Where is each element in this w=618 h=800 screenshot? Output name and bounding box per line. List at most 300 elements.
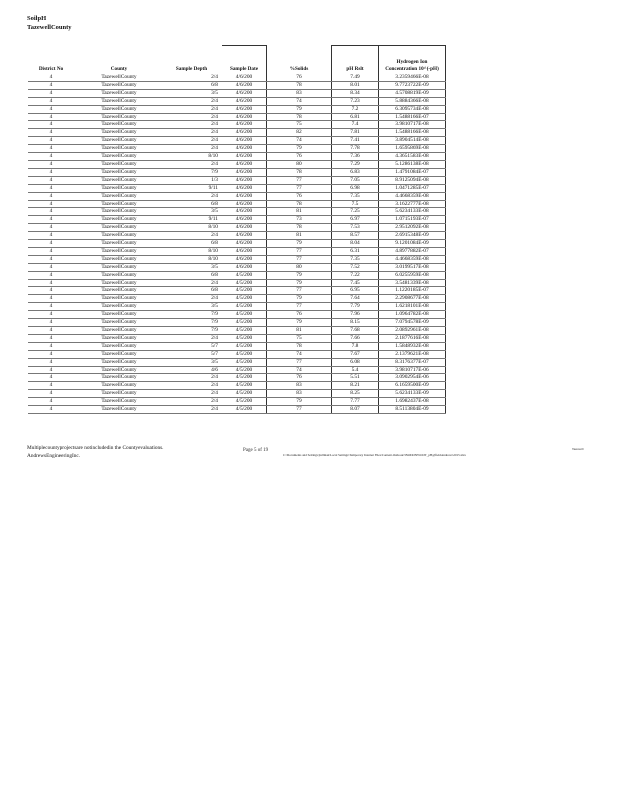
table-row: [28, 216, 446, 224]
cell-ph: 5.4: [332, 366, 379, 374]
cell-district: 4: [28, 398, 74, 406]
cell-ph: 7.49: [332, 74, 379, 81]
cell-county: TazewellCounty: [74, 200, 164, 208]
cell-date: 4/5/200: [222, 311, 267, 319]
table-row: [28, 113, 446, 121]
cell-depth: 4/6: [164, 366, 222, 374]
cell-date: 4/5/200: [222, 327, 267, 335]
table-row: [28, 81, 446, 89]
cell-concentration: 5.8884366E-08: [379, 97, 446, 105]
cell-district: 4: [28, 247, 74, 255]
cell-concentration: 1.1220185E-07: [379, 287, 446, 295]
table-row: [28, 263, 446, 271]
cell-county: TazewellCounty: [74, 192, 164, 200]
table-row: [28, 153, 446, 161]
table-row: [28, 311, 446, 319]
cell-county: TazewellCounty: [74, 279, 164, 287]
header-row: [28, 46, 446, 75]
table-row: [28, 279, 446, 287]
cell-depth: 6/8: [164, 200, 222, 208]
table-row: [28, 319, 446, 327]
cell-date: 4/5/200: [222, 374, 267, 382]
cell-district: 4: [28, 279, 74, 287]
cell-concentration: 1.5488166E-08: [379, 129, 446, 137]
table-row: [28, 374, 446, 382]
cell-concentration: 1.5488166E-07: [379, 113, 446, 121]
cell-concentration: 4.4668359E-08: [379, 192, 446, 200]
cell-district: 4: [28, 216, 74, 224]
cell-district: 4: [28, 153, 74, 161]
cell-concentration: 1.0964782E-08: [379, 311, 446, 319]
cell-ph: 5.51: [332, 374, 379, 382]
cell-date: 4/5/200: [222, 287, 267, 295]
cell-district: 4: [28, 232, 74, 240]
table-row: [28, 398, 446, 406]
table-row: [28, 334, 446, 342]
cell-concentration: 3.9810717E-08: [379, 121, 446, 129]
cell-depth: 2/4: [164, 406, 222, 414]
cell-solids: 76: [267, 153, 332, 161]
cell-county: TazewellCounty: [74, 232, 164, 240]
report-title: SoilpH: [27, 15, 47, 22]
cell-date: 4/5/200: [222, 319, 267, 327]
cell-concentration: 1.6218101E-08: [379, 303, 446, 311]
cell-depth: 2/4: [164, 279, 222, 287]
cell-concentration: 6.0255959E-08: [379, 271, 446, 279]
cell-county: TazewellCounty: [74, 255, 164, 263]
cell-county: TazewellCounty: [74, 240, 164, 248]
table-row: [28, 406, 446, 414]
cell-ph: 7.35: [332, 192, 379, 200]
cell-solids: 81: [267, 232, 332, 240]
cell-ph: 7.41: [332, 137, 379, 145]
cell-ph: 8.04: [332, 240, 379, 248]
cell-county: TazewellCounty: [74, 168, 164, 176]
cell-depth: 2/4: [164, 113, 222, 121]
cell-depth: 8/10: [164, 224, 222, 232]
cell-concentration: 3.1622777E-08: [379, 200, 446, 208]
cell-ph: 6.98: [332, 184, 379, 192]
footer-path: C:\Documents and Settings\jtallman\Local Settings\Temporary Internet Files\Content.Outlook\3NODONWOOT_pH@fieldAndrews\2015.xlsx: [283, 453, 466, 457]
cell-date: 4/6/200: [222, 168, 267, 176]
cell-depth: 2/4: [164, 160, 222, 168]
cell-ph: 7.4: [332, 121, 379, 129]
col-solids: %Solids: [289, 66, 309, 73]
cell-concentration: 3.5481339E-08: [379, 279, 446, 287]
cell-depth: 5/7: [164, 342, 222, 350]
cell-county: TazewellCounty: [74, 303, 164, 311]
cell-district: 4: [28, 374, 74, 382]
cell-depth: 2/4: [164, 97, 222, 105]
table-row: [28, 200, 446, 208]
cell-depth: 3/5: [164, 263, 222, 271]
cell-county: TazewellCounty: [74, 137, 164, 145]
table-row: [28, 137, 446, 145]
table-row: [28, 303, 446, 311]
table-row: [28, 184, 446, 192]
cell-ph: 6.97: [332, 216, 379, 224]
cell-date: 4/5/200: [222, 279, 267, 287]
cell-depth: 3/5: [164, 89, 222, 97]
cell-ph: 7.05: [332, 176, 379, 184]
cell-county: TazewellCounty: [74, 145, 164, 153]
cell-concentration: 5.6234133E-08: [379, 208, 446, 216]
cell-concentration: 9.7723722E-09: [379, 81, 446, 89]
cell-date: 4/6/200: [222, 200, 267, 208]
cell-depth: 2/4: [164, 374, 222, 382]
cell-solids: 77: [267, 247, 332, 255]
cell-district: 4: [28, 358, 74, 366]
cell-solids: 77: [267, 358, 332, 366]
cell-ph: 7.8: [332, 342, 379, 350]
cell-date: 4/6/200: [222, 121, 267, 129]
cell-county: TazewellCounty: [74, 129, 164, 137]
table-row: [28, 105, 446, 113]
cell-ph: 7.5: [332, 200, 379, 208]
cell-ph: 7.67: [332, 350, 379, 358]
cell-concentration: 4.3651583E-08: [379, 153, 446, 161]
cell-district: 4: [28, 327, 74, 335]
cell-depth: 7/9: [164, 319, 222, 327]
cell-ph: 7.35: [332, 255, 379, 263]
cell-district: 4: [28, 160, 74, 168]
cell-depth: 7/9: [164, 168, 222, 176]
cell-date: 4/6/200: [222, 97, 267, 105]
cell-ph: 8.15: [332, 319, 379, 327]
cell-county: TazewellCounty: [74, 271, 164, 279]
cell-county: TazewellCounty: [74, 153, 164, 161]
cell-concentration: 4.8977882E-07: [379, 247, 446, 255]
table-row: [28, 168, 446, 176]
table-row: [28, 224, 446, 232]
cell-county: TazewellCounty: [74, 390, 164, 398]
cell-depth: 8/10: [164, 153, 222, 161]
cell-date: 4/6/200: [222, 89, 267, 97]
cell-ph: 7.45: [332, 279, 379, 287]
cell-concentration: 8.9125094E-08: [379, 176, 446, 184]
cell-district: 4: [28, 334, 74, 342]
cell-district: 4: [28, 129, 74, 137]
table-row: [28, 74, 446, 81]
cell-district: 4: [28, 319, 74, 327]
cell-concentration: 9.1201084E-09: [379, 240, 446, 248]
cell-solids: 76: [267, 374, 332, 382]
table-row: [28, 390, 446, 398]
cell-solids: 77: [267, 184, 332, 192]
cell-ph: 6.83: [332, 168, 379, 176]
cell-district: 4: [28, 224, 74, 232]
cell-county: TazewellCounty: [74, 398, 164, 406]
cell-county: TazewellCounty: [74, 160, 164, 168]
cell-ph: 7.81: [332, 129, 379, 137]
cell-solids: 79: [267, 145, 332, 153]
cell-ph: 8.21: [332, 382, 379, 390]
table-row: [28, 255, 446, 263]
soil-ph-table: [28, 45, 446, 414]
cell-depth: 8/10: [164, 247, 222, 255]
col-ph: pH Rslt: [332, 46, 379, 75]
cell-depth: 2/4: [164, 145, 222, 153]
table-row: [28, 160, 446, 168]
cell-district: 4: [28, 390, 74, 398]
cell-depth: 2/4: [164, 390, 222, 398]
cell-concentration: 2.1379621E-08: [379, 350, 446, 358]
cell-district: 4: [28, 303, 74, 311]
cell-district: 4: [28, 350, 74, 358]
cell-solids: 80: [267, 160, 332, 168]
cell-county: TazewellCounty: [74, 342, 164, 350]
cell-ph: 6.31: [332, 247, 379, 255]
cell-date: 4/6/200: [222, 247, 267, 255]
cell-depth: 2/4: [164, 334, 222, 342]
cell-depth: 6/8: [164, 81, 222, 89]
cell-county: TazewellCounty: [74, 358, 164, 366]
cell-solids: 78: [267, 113, 332, 121]
cell-depth: 7/9: [164, 327, 222, 335]
cell-date: 4/5/200: [222, 271, 267, 279]
cell-ph: 7.22: [332, 271, 379, 279]
cell-depth: 2/4: [164, 382, 222, 390]
cell-depth: 6/8: [164, 271, 222, 279]
cell-depth: 2/4: [164, 121, 222, 129]
cell-concentration: 7.0794578E-09: [379, 319, 446, 327]
cell-date: 4/6/200: [222, 224, 267, 232]
cell-concentration: 5.1286138E-08: [379, 160, 446, 168]
footnote-company: AndrewsEngineeringInc.: [27, 453, 81, 459]
cell-ph: 7.25: [332, 208, 379, 216]
footer-county: Tazewell: [572, 447, 584, 451]
cell-solids: 78: [267, 342, 332, 350]
cell-concentration: 1.5848932E-08: [379, 342, 446, 350]
cell-district: 4: [28, 200, 74, 208]
cell-solids: 74: [267, 137, 332, 145]
cell-county: TazewellCounty: [74, 208, 164, 216]
col-concentration: Hydrogen Ion Concentration 10^(-pH): [379, 46, 446, 75]
cell-solids: 76: [267, 74, 332, 81]
cell-solids: 83: [267, 89, 332, 97]
cell-district: 4: [28, 105, 74, 113]
cell-solids: 79: [267, 295, 332, 303]
cell-solids: 74: [267, 97, 332, 105]
cell-district: 4: [28, 81, 74, 89]
table-row: [28, 287, 446, 295]
cell-depth: 2/4: [164, 74, 222, 81]
cell-ph: 7.66: [332, 334, 379, 342]
table-row: [28, 145, 446, 153]
cell-county: TazewellCounty: [74, 97, 164, 105]
cell-solids: 78: [267, 200, 332, 208]
cell-solids: 79: [267, 279, 332, 287]
table-body: [28, 74, 446, 413]
cell-county: TazewellCounty: [74, 327, 164, 335]
cell-solids: 77: [267, 255, 332, 263]
cell-ph: 7.96: [332, 311, 379, 319]
cell-date: 4/6/200: [222, 208, 267, 216]
cell-concentration: 1.0715193E-07: [379, 216, 446, 224]
cell-date: 4/6/200: [222, 113, 267, 121]
cell-county: TazewellCounty: [74, 89, 164, 97]
cell-concentration: 2.2908677E-08: [379, 295, 446, 303]
cell-ph: 8.34: [332, 89, 379, 97]
cell-depth: 2/4: [164, 398, 222, 406]
cell-district: 4: [28, 89, 74, 97]
cell-solids: 78: [267, 168, 332, 176]
cell-district: 4: [28, 97, 74, 105]
cell-district: 4: [28, 168, 74, 176]
cell-district: 4: [28, 382, 74, 390]
cell-district: 4: [28, 406, 74, 414]
table-row: [28, 350, 446, 358]
cell-solids: 78: [267, 224, 332, 232]
cell-depth: 3/5: [164, 303, 222, 311]
cell-date: 4/6/200: [222, 129, 267, 137]
cell-county: TazewellCounty: [74, 176, 164, 184]
cell-date: 4/5/200: [222, 398, 267, 406]
cell-date: 4/6/200: [222, 255, 267, 263]
cell-date: 4/5/200: [222, 366, 267, 374]
cell-date: 4/6/200: [222, 137, 267, 145]
cell-solids: 77: [267, 287, 332, 295]
cell-district: 4: [28, 342, 74, 350]
cell-concentration: 5.6234133E-09: [379, 390, 446, 398]
cell-district: 4: [28, 145, 74, 153]
col-depth: Sample Depth: [175, 66, 208, 73]
cell-solids: 73: [267, 216, 332, 224]
cell-district: 4: [28, 121, 74, 129]
table-row: [28, 129, 446, 137]
cell-solids: 81: [267, 327, 332, 335]
cell-date: 4/6/200: [222, 184, 267, 192]
cell-solids: 75: [267, 121, 332, 129]
cell-ph: 7.36: [332, 153, 379, 161]
cell-district: 4: [28, 311, 74, 319]
table-row: [28, 247, 446, 255]
table-row: [28, 327, 446, 335]
table-row: [28, 176, 446, 184]
cell-depth: 9/11: [164, 184, 222, 192]
cell-district: 4: [28, 176, 74, 184]
cell-district: 4: [28, 263, 74, 271]
cell-solids: 74: [267, 366, 332, 374]
cell-district: 4: [28, 74, 74, 81]
table-row: [28, 240, 446, 248]
cell-solids: 83: [267, 382, 332, 390]
footnote-note: Multiplecountyprojectsare notincludedin the Countyevaluations.: [27, 445, 164, 451]
cell-solids: 76: [267, 192, 332, 200]
cell-date: 4/5/200: [222, 390, 267, 398]
cell-solids: 77: [267, 303, 332, 311]
cell-ph: 7.2: [332, 105, 379, 113]
cell-county: TazewellCounty: [74, 334, 164, 342]
table-row: [28, 121, 446, 129]
cell-county: TazewellCounty: [74, 319, 164, 327]
table-row: [28, 232, 446, 240]
cell-date: 4/6/200: [222, 160, 267, 168]
cell-date: 4/6/200: [222, 192, 267, 200]
cell-district: 4: [28, 287, 74, 295]
cell-concentration: 2.1877616E-08: [379, 334, 446, 342]
cell-ph: 7.23: [332, 97, 379, 105]
cell-county: TazewellCounty: [74, 287, 164, 295]
cell-ph: 7.29: [332, 160, 379, 168]
table-row: [28, 366, 446, 374]
cell-county: TazewellCounty: [74, 247, 164, 255]
cell-depth: 8/10: [164, 255, 222, 263]
cell-county: TazewellCounty: [74, 224, 164, 232]
cell-county: TazewellCounty: [74, 366, 164, 374]
cell-concentration: 1.4791084E-07: [379, 168, 446, 176]
table-row: [28, 208, 446, 216]
cell-date: 4/6/200: [222, 216, 267, 224]
cell-depth: 1/3: [164, 176, 222, 184]
cell-county: TazewellCounty: [74, 113, 164, 121]
cell-county: TazewellCounty: [74, 184, 164, 192]
cell-depth: 2/4: [164, 295, 222, 303]
cell-concentration: 2.0892961E-08: [379, 327, 446, 335]
cell-ph: 8.25: [332, 390, 379, 398]
page-number: Page 5 of 19: [243, 448, 269, 453]
cell-depth: 2/4: [164, 137, 222, 145]
cell-solids: 80: [267, 263, 332, 271]
cell-depth: 6/8: [164, 287, 222, 295]
col-district: District No: [38, 66, 64, 73]
cell-district: 4: [28, 208, 74, 216]
cell-district: 4: [28, 184, 74, 192]
cell-solids: 78: [267, 81, 332, 89]
cell-solids: 77: [267, 406, 332, 414]
cell-concentration: 3.2359466E-08: [379, 74, 446, 81]
cell-ph: 7.77: [332, 398, 379, 406]
cell-depth: 3/5: [164, 208, 222, 216]
cell-concentration: 2.6915348E-09: [379, 232, 446, 240]
cell-date: 4/5/200: [222, 303, 267, 311]
cell-ph: 6.81: [332, 113, 379, 121]
cell-date: 4/5/200: [222, 406, 267, 414]
cell-district: 4: [28, 192, 74, 200]
table-row: [28, 192, 446, 200]
cell-district: 4: [28, 137, 74, 145]
cell-solids: 79: [267, 271, 332, 279]
table-row: [28, 382, 446, 390]
cell-county: TazewellCounty: [74, 263, 164, 271]
cell-district: 4: [28, 240, 74, 248]
cell-solids: 81: [267, 208, 332, 216]
cell-date: 4/6/200: [222, 74, 267, 81]
cell-date: 4/5/200: [222, 358, 267, 366]
table-row: [28, 342, 446, 350]
cell-county: TazewellCounty: [74, 350, 164, 358]
cell-date: 4/5/200: [222, 350, 267, 358]
cell-depth: 3/5: [164, 358, 222, 366]
cell-solids: 79: [267, 398, 332, 406]
col-date: Sample Date: [222, 46, 267, 75]
cell-concentration: 1.6595869E-08: [379, 145, 446, 153]
cell-concentration: 1.6982437E-08: [379, 398, 446, 406]
cell-depth: 2/4: [164, 129, 222, 137]
cell-date: 4/6/200: [222, 240, 267, 248]
cell-date: 4/6/200: [222, 81, 267, 89]
cell-depth: 6/8: [164, 240, 222, 248]
table-row: [28, 97, 446, 105]
cell-county: TazewellCounty: [74, 295, 164, 303]
cell-solids: 79: [267, 240, 332, 248]
cell-county: TazewellCounty: [74, 311, 164, 319]
cell-district: 4: [28, 113, 74, 121]
cell-ph: 7.68: [332, 327, 379, 335]
cell-solids: 79: [267, 105, 332, 113]
cell-concentration: 6.1659500E-09: [379, 382, 446, 390]
cell-concentration: 6.3095734E-08: [379, 105, 446, 113]
